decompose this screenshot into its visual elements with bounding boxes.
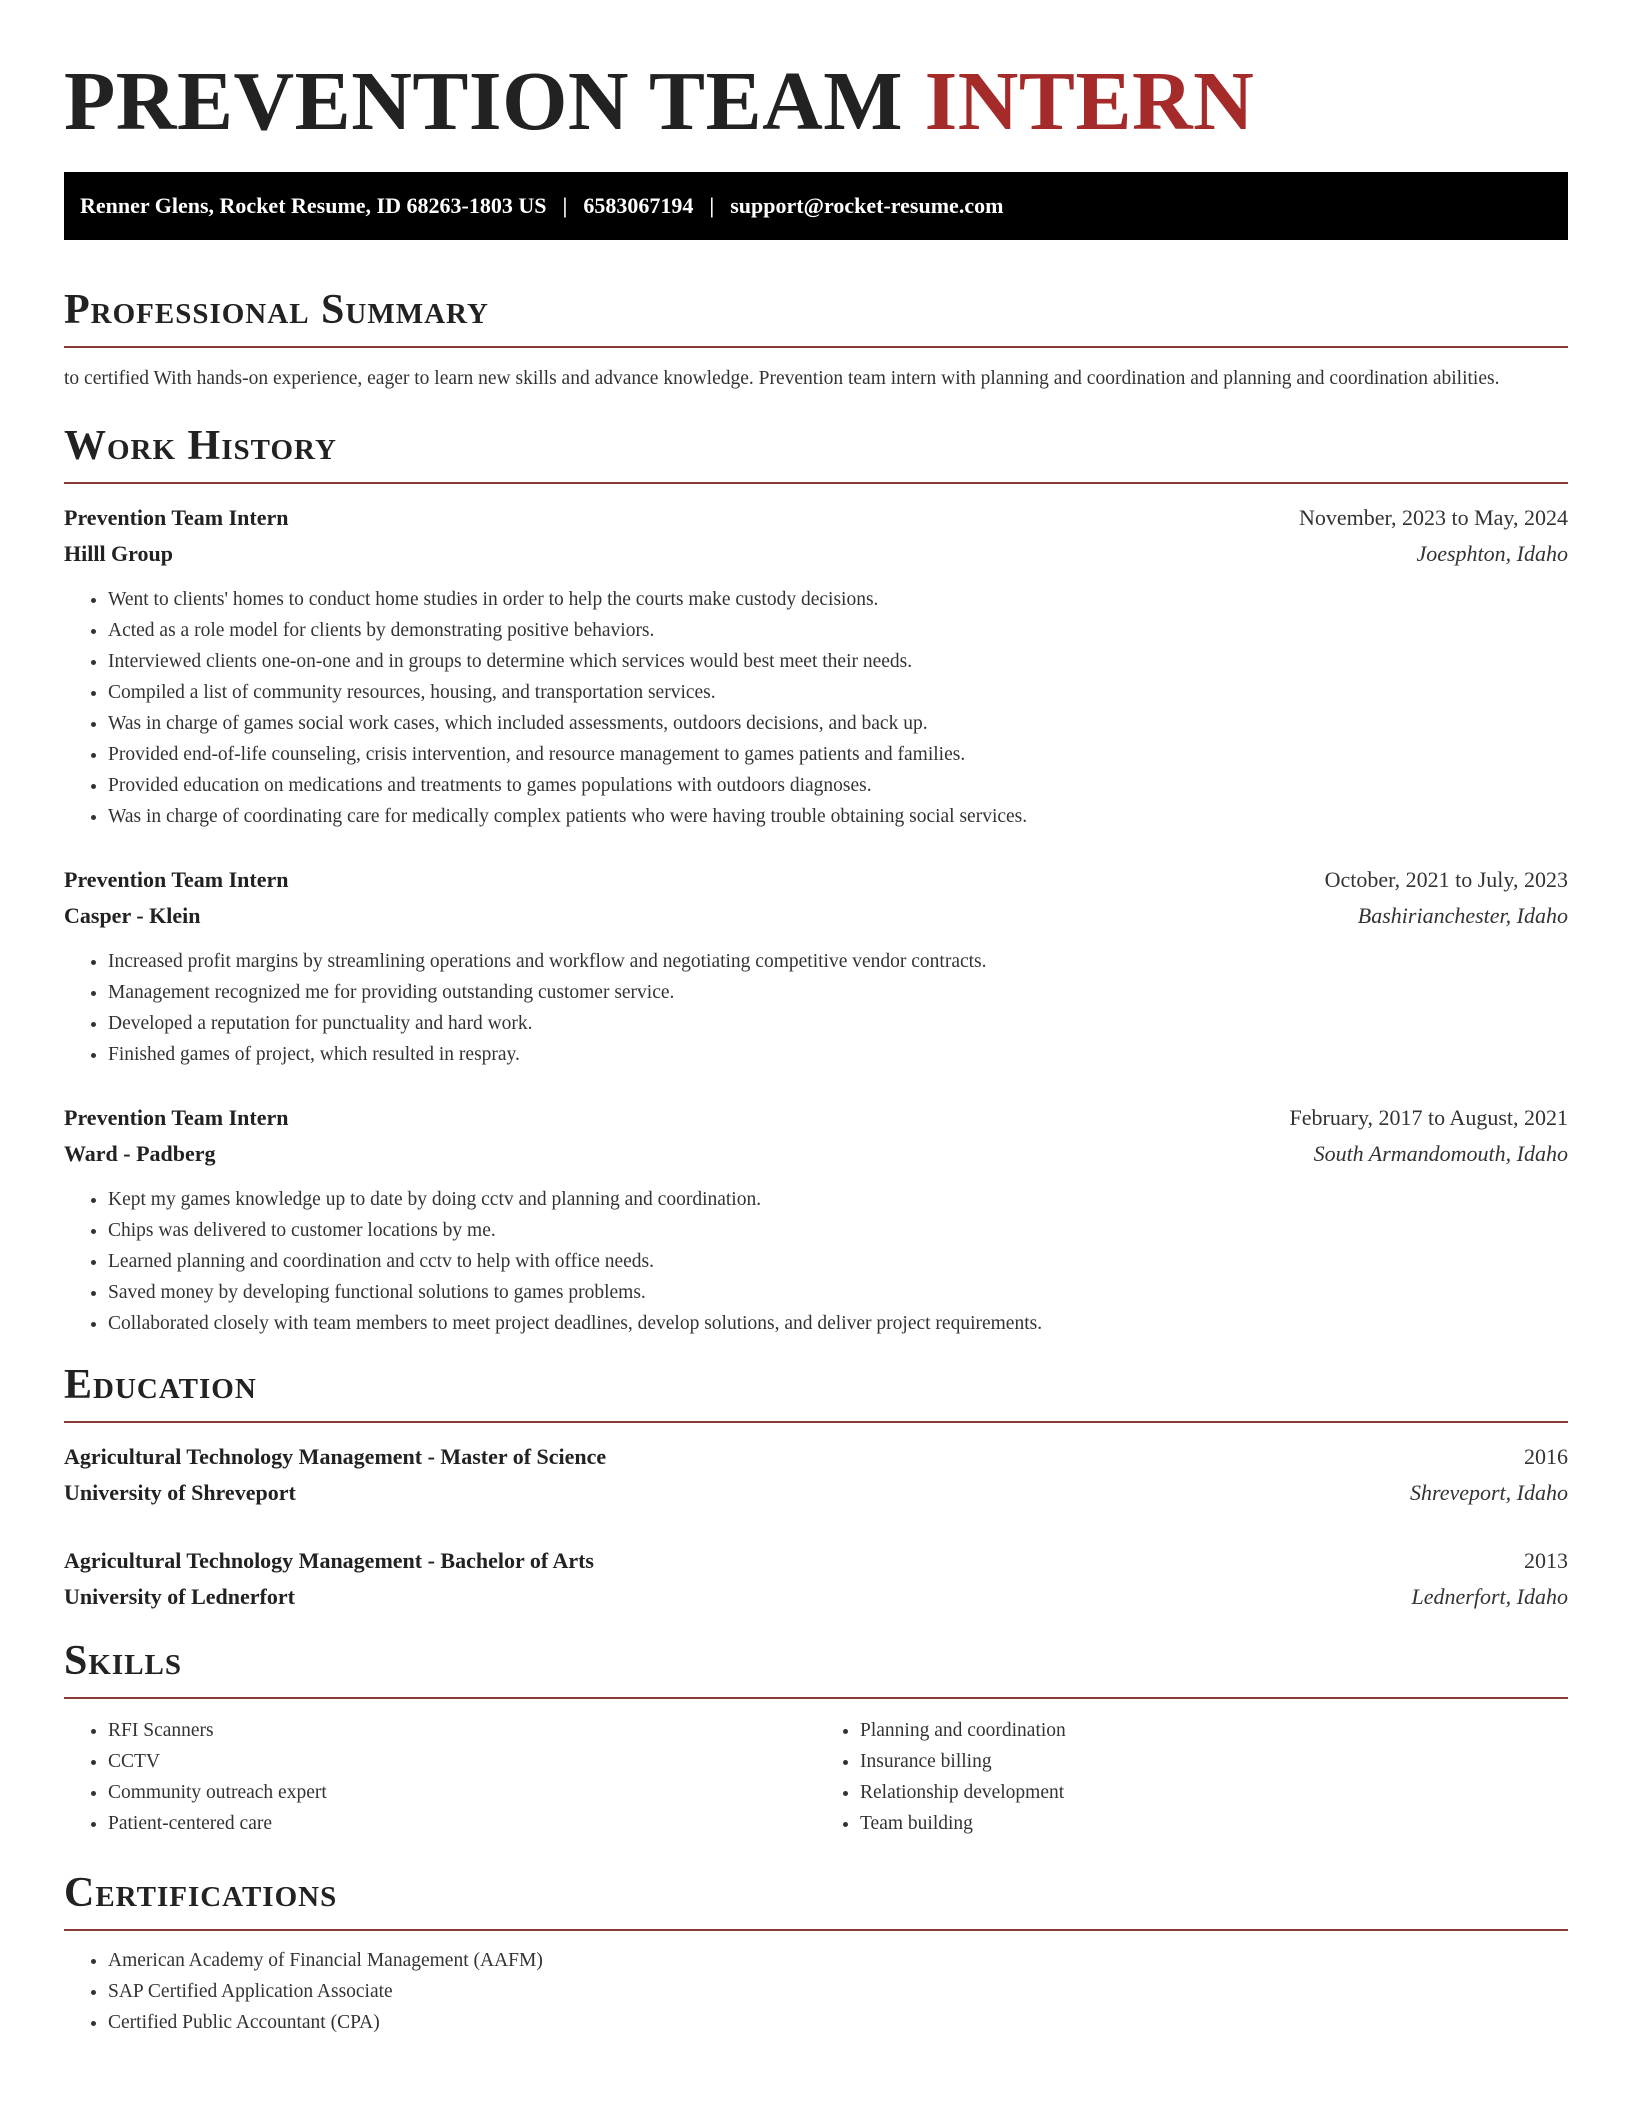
contact-separator: | <box>709 193 715 218</box>
job-bullet: • Saved money by developing functional solutions to games problems. <box>108 1277 1568 1308</box>
education-section <box>64 1361 1568 1615</box>
job-company: Casper - Klein <box>64 903 201 928</box>
skill-item: • RFI Scanners <box>108 1715 816 1746</box>
education-entry <box>64 1543 1568 1615</box>
education-entry <box>64 1439 1568 1511</box>
job-bullets <box>64 584 1568 832</box>
job-bullets <box>64 946 1568 1070</box>
section-divider <box>64 1421 1568 1423</box>
skill-item: • Team building <box>860 1808 1568 1839</box>
job-dates: February, 2017 to August, 2021 <box>1289 1105 1568 1130</box>
job-location: Joesphton, Idaho <box>1416 541 1568 566</box>
skills-list-left <box>64 1715 816 1839</box>
job-bullet: • Management recognized me for providing outstanding customer service. <box>108 977 1568 1008</box>
job-bullet: • Compiled a list of community resources, housing, and transportation services. <box>108 677 1568 708</box>
education-school: University of Lednerfort <box>64 1584 295 1609</box>
certifications-section <box>64 1869 1568 2038</box>
name-main: PREVENTION TEAM <box>64 55 925 148</box>
education-title: Education <box>64 1362 257 1408</box>
name-accent: INTERN <box>924 55 1255 148</box>
certification-item: • SAP Certified Application Associate <box>108 1976 1568 2007</box>
job-bullet: • Developed a reputation for punctuality and hard work. <box>108 1008 1568 1039</box>
contact-separator: | <box>562 193 568 218</box>
summary-section <box>64 286 1568 394</box>
job-entry <box>64 862 1568 1070</box>
job-bullet: • Provided end-of-life counseling, crisis intervention, and resource management to games patients and families. <box>108 739 1568 770</box>
section-divider <box>64 346 1568 348</box>
skill-item: • Community outreach expert <box>108 1777 816 1808</box>
skill-item: • Planning and coordination <box>860 1715 1568 1746</box>
job-bullet: • Finished games of project, which resulted in respray. <box>108 1039 1568 1070</box>
skill-item: • Insurance billing <box>860 1746 1568 1777</box>
job-role: Prevention Team Intern <box>64 867 289 892</box>
skill-item: • CCTV <box>108 1746 816 1777</box>
summary-text: to certified With hands-on experience, eager to learn new skills and advance knowledge. Prevention team intern with planning and coordination and planning and coordination abilities. <box>64 368 1500 389</box>
skill-item: • Patient-centered care <box>108 1808 816 1839</box>
job-bullet: • Acted as a role model for clients by demonstrating positive behaviors. <box>108 615 1568 646</box>
job-bullet: • Interviewed clients one-on-one and in groups to determine which services would best meet their needs. <box>108 646 1568 677</box>
education-school: University of Shreveport <box>64 1480 296 1505</box>
job-bullet: • Increased profit margins by streamlining operations and workflow and negotiating competitive vendor contracts. <box>108 946 1568 977</box>
contact-email: support@rocket-resume.com <box>730 193 1004 218</box>
certification-item: • Certified Public Accountant (CPA) <box>108 2007 1568 2038</box>
job-dates: October, 2021 to July, 2023 <box>1324 867 1568 892</box>
job-location: South Armandomouth, Idaho <box>1313 1141 1568 1166</box>
job-bullet: • Chips was delivered to customer locations by me. <box>108 1215 1568 1246</box>
job-role: Prevention Team Intern <box>64 1105 289 1130</box>
job-entry <box>64 1100 1568 1339</box>
job-role: Prevention Team Intern <box>64 505 289 530</box>
summary-title: Professional Summary <box>64 287 489 333</box>
contact-address: Renner Glens, Rocket Resume, ID 68263-1803 US <box>80 193 547 218</box>
skills-grid <box>64 1699 1568 1839</box>
job-bullet: • Collaborated closely with team members to meet project deadlines, develop solutions, and deliver project requirements. <box>108 1308 1568 1339</box>
job-entry <box>64 500 1568 832</box>
work-history-section <box>64 422 1568 1339</box>
certifications-title: Certifications <box>64 1870 338 1916</box>
education-location: Lednerfort, Idaho <box>1411 1584 1568 1609</box>
skill-item: • Relationship development <box>860 1777 1568 1808</box>
job-location: Bashirianchester, Idaho <box>1357 903 1568 928</box>
job-bullet: • Provided education on medications and treatments to games populations with outdoors diagnoses. <box>108 770 1568 801</box>
skills-title: Skills <box>64 1638 183 1684</box>
education-year: 2016 <box>1524 1444 1568 1469</box>
job-company: Hilll Group <box>64 541 174 566</box>
contact-phone: 6583067194 <box>583 193 694 218</box>
skills-section <box>64 1637 1568 1839</box>
contact-bar <box>64 172 1568 240</box>
education-location: Shreveport, Idaho <box>1409 1480 1568 1505</box>
job-dates: November, 2023 to May, 2024 <box>1299 505 1568 530</box>
job-bullets <box>64 1184 1568 1339</box>
job-bullet: • Went to clients' homes to conduct home studies in order to help the courts make custody decisions. <box>108 584 1568 615</box>
job-bullet: • Was in charge of games social work cases, which included assessments, outdoors decisions, and back up. <box>108 708 1568 739</box>
job-company: Ward - Padberg <box>64 1141 216 1166</box>
job-bullet: • Learned planning and coordination and cctv to help with office needs. <box>108 1246 1568 1277</box>
job-bullet: • Kept my games knowledge up to date by doing cctv and planning and coordination. <box>108 1184 1568 1215</box>
section-divider <box>64 1929 1568 1931</box>
skills-list-right <box>816 1715 1568 1839</box>
section-divider <box>64 482 1568 484</box>
education-degree: Agricultural Technology Management - Master of Science <box>64 1444 607 1469</box>
certifications-list <box>64 1945 1568 2038</box>
education-degree: Agricultural Technology Management - Bachelor of Arts <box>64 1548 594 1573</box>
work-history-title: Work History <box>64 423 337 469</box>
certification-item: • American Academy of Financial Management (AAFM) <box>108 1945 1568 1976</box>
education-year: 2013 <box>1524 1548 1568 1573</box>
job-bullet: • Was in charge of coordinating care for medically complex patients who were having trouble obtaining social services. <box>108 801 1568 832</box>
resume-name-heading <box>64 0 1568 148</box>
